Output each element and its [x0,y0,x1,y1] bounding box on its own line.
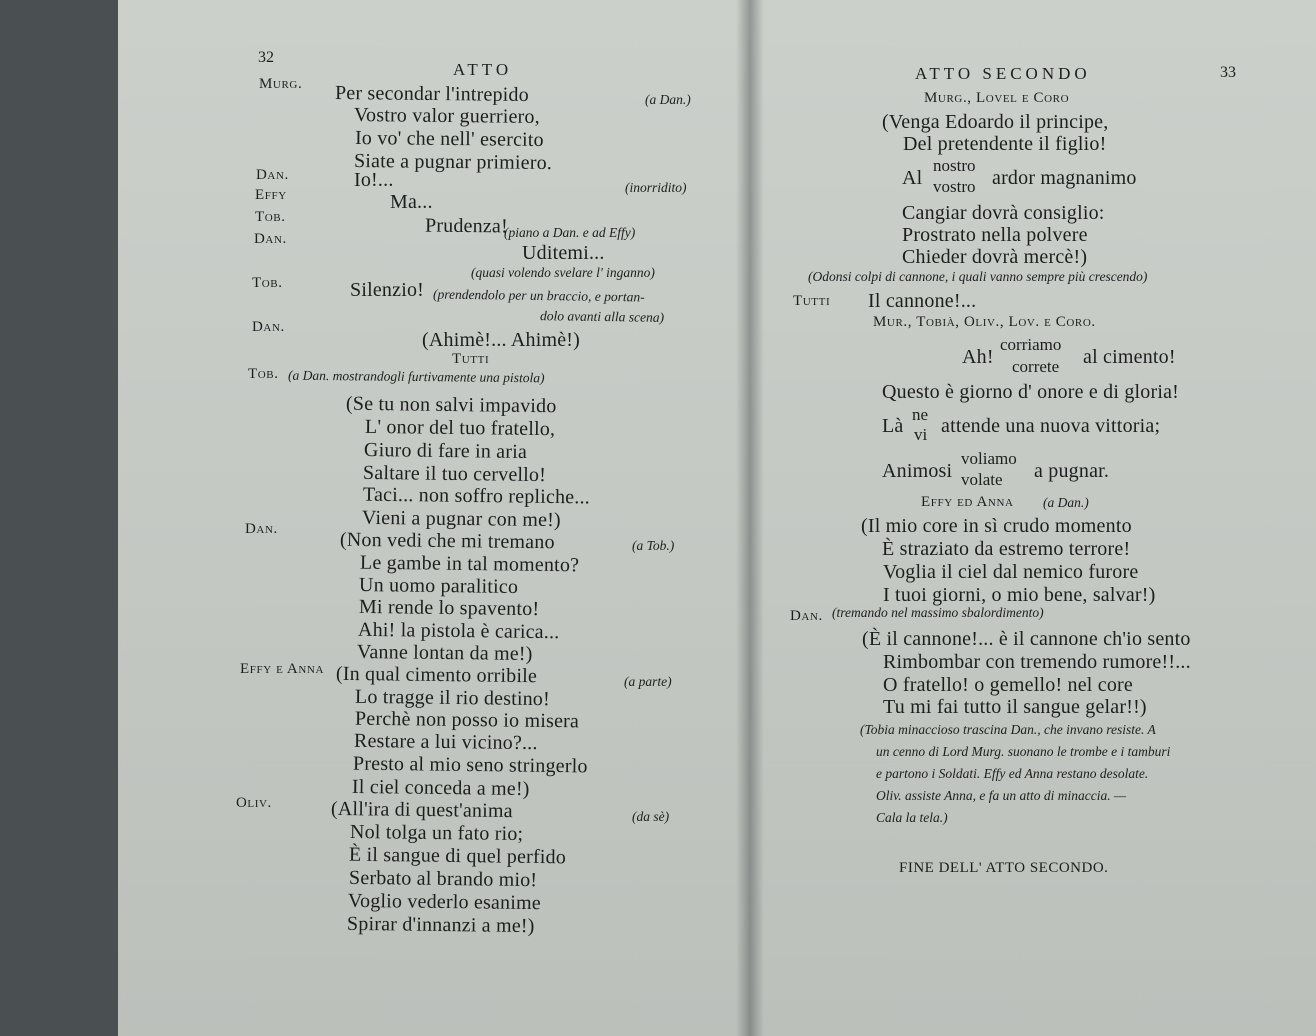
stage-direction: (a Dan.) [1043,495,1089,510]
speaker-label: Mur., Tobià, Oliv., Lov. e Coro. [873,314,1096,330]
speaker-label: Effy ed Anna [921,494,1014,510]
stage-direction: e partono i Soldati. Effy ed Anna restano desolate. [876,766,1149,781]
speaker-label: Oliv. [236,795,272,811]
verse-line: attende una nuova vittoria; [941,415,1161,437]
left-page [118,0,750,1036]
verse-line: Voglio vederlo esanime [347,889,542,915]
verse-line: al cimento! [1083,346,1176,368]
verse-line: (All'ira di quest'anima [330,797,513,823]
speaker-label: Effy [255,187,287,203]
end-of-act-note: FINE DELL' ATTO SECONDO. [899,860,1109,876]
verse-line: I tuoi giorni, o mio bene, salvar!) [883,584,1156,606]
verse-line: Questo è giorno d' onore e di gloria! [882,381,1180,403]
verse-line: Vieni a pugnar con me!) [361,506,562,532]
verse-line: Animosi [882,460,953,482]
speaker-label: Tob. [252,275,283,291]
verse-line: (Il mio core in sì crudo momento [861,515,1132,537]
stage-direction: (quasi volendo svelare l' inganno) [471,265,655,280]
verse-line: Voglia il ciel dal nemico furore [883,561,1139,583]
verse-line: (Venga Edoardo il principe, [882,111,1109,133]
verse-variant-bottom: vi [914,425,928,444]
verse-line: Chieder dovrà mercè!) [902,246,1088,268]
stage-direction: (a Dan.) [645,92,691,107]
verse-variant-top: ne [912,405,929,424]
stage-direction: (piano a Dan. e ad Effy) [504,225,636,240]
verse-line: a pugnar. [1034,460,1110,482]
running-head: ATTO SECONDO [915,64,1091,83]
stage-direction: dolo avanti alla scena) [539,308,665,325]
speaker-label: Tutti [793,293,831,309]
verse-variant-bottom: volate [961,470,1003,489]
speaker-label: Tob. [248,366,279,382]
verse-line: Il cannone!... [868,290,977,312]
verse-variant-top: voliamo [961,449,1017,468]
running-head: ATTO [453,60,513,79]
verse-line: Là [882,415,904,437]
verse-line: Spirar d'innanzi a me!) [346,912,535,938]
right-page [750,0,1316,1036]
verse-line: Serbato al brando mio! [348,866,538,892]
speaker-label: Murg., Lovel e Coro [924,90,1070,106]
verse-line: Silenzio! [350,279,425,301]
speaker-label: Effy e Anna [240,661,324,677]
stage-direction: (prendendolo per un braccio, e portan- [432,286,645,305]
speaker-label: Murg. [259,76,303,92]
verse-line: Ah! [962,346,994,368]
speaker-label: Tob. [255,209,286,225]
verse-line: Per secondar l'intrepido [334,81,530,107]
stage-direction: Cala la tela.) [876,810,948,825]
stage-direction: (inorridito) [625,180,687,195]
verse-line: Tu mi fai tutto il sangue gelar!!) [883,696,1147,718]
stage-direction: Oliv. assiste Anna, e fa un atto di minaccia. — [876,788,1126,803]
verse-line: Cangiar dovrà consiglio: [902,202,1105,224]
verse-variant-top: corriamo [1000,335,1062,354]
verse-line: Mi rende lo spavento! [358,595,540,621]
verse-line: Vanne lontan da me!) [356,640,533,666]
stage-direction: (a Dan. mostrandogli furtivamente una pistola) [287,367,545,386]
verse-line: O fratello! o gemello! nel core [883,674,1133,696]
verse-line: ardor magnanimo [992,167,1137,189]
stage-direction: (da sè) [632,809,670,824]
verse-line: Un uomo paralitico [358,574,519,598]
verse-line: Io!... [354,169,394,191]
verse-variant-top: nostro [933,156,976,175]
verse-line: Le gambe in tal momento? [359,551,580,577]
verse-line: Al [902,167,923,189]
verse-line: Ma... [390,191,433,213]
verse-line: Prostrato nella polvere [902,224,1088,246]
verse-line: Presto al mio seno stringerlo [352,752,588,778]
speaker-label: Dan. [256,167,289,183]
page-number: 32 [258,49,274,66]
verse-line: Lo tragge il rio destino! [354,685,551,711]
verse-line: Prudenza! [424,214,508,238]
verse-line: Il ciel conceda a me!) [351,775,530,801]
verse-line: Siate a pugnar primiero. [353,149,553,175]
verse-line: Del pretendente il figlio! [903,133,1107,155]
speaker-label: Dan. [252,319,285,335]
verse-line: Ahi! la pistola è carica... [357,618,560,644]
book-gutter [736,0,764,1036]
stage-direction: (Tobia minaccioso trascina Dan., che invano resiste. A [860,722,1156,737]
speaker-label: Tutti [452,351,490,367]
verse-line: (Se tu non salvi impavido [345,392,557,418]
verse-line: (In qual cimento orribile [335,662,538,688]
stage-direction: (tremando nel massimo sbalordimento) [832,605,1044,620]
page-number: 33 [1220,64,1236,81]
verse-line: Nol tolga un fato rio; [349,820,524,846]
verse-line: (Ahimè!... Ahimè!) [422,329,581,351]
speaker-label: Dan. [790,608,823,624]
stage-direction: (a Tob.) [632,538,675,553]
verse-variant-bottom: correte [1012,357,1060,376]
stage-direction: un cenno di Lord Murg. suonano le trombe e i tamburi [876,744,1171,759]
stage-direction: (a parte) [624,674,672,689]
verse-line: (È il cannone!... è il cannone ch'io sento [862,628,1191,650]
verse-line: Saltare il tuo cervello! [362,461,547,487]
verse-line: Restare a lui vicino?... [353,729,538,755]
verse-line: (Non vedi che mi tremano [339,528,555,554]
verse-line: Io vo' che nell' esercito [354,127,544,151]
verse-line: Taci... non soffro repliche... [362,483,591,509]
speaker-label: Dan. [245,521,278,537]
verse-line: Uditemi... [522,242,605,264]
verse-line: È straziato da estremo terrore! [882,538,1131,560]
verse-line: Giuro di fare in aria [363,439,528,463]
verse-line: Vostro valor guerriero, [353,104,540,128]
verse-line: Rimbombar con tremendo rumore!!... [883,651,1191,673]
verse-line: È il sangue di quel perfido [348,843,567,869]
verse-line: L' onor del tuo fratello, [364,415,556,441]
speaker-label: Dan. [254,231,287,247]
verse-variant-bottom: vostro [933,177,976,196]
stage-direction: (Odonsi colpi di cannone, i quali vanno sempre più crescendo) [808,269,1148,284]
verse-line: Perchè non posso io misera [354,707,580,733]
